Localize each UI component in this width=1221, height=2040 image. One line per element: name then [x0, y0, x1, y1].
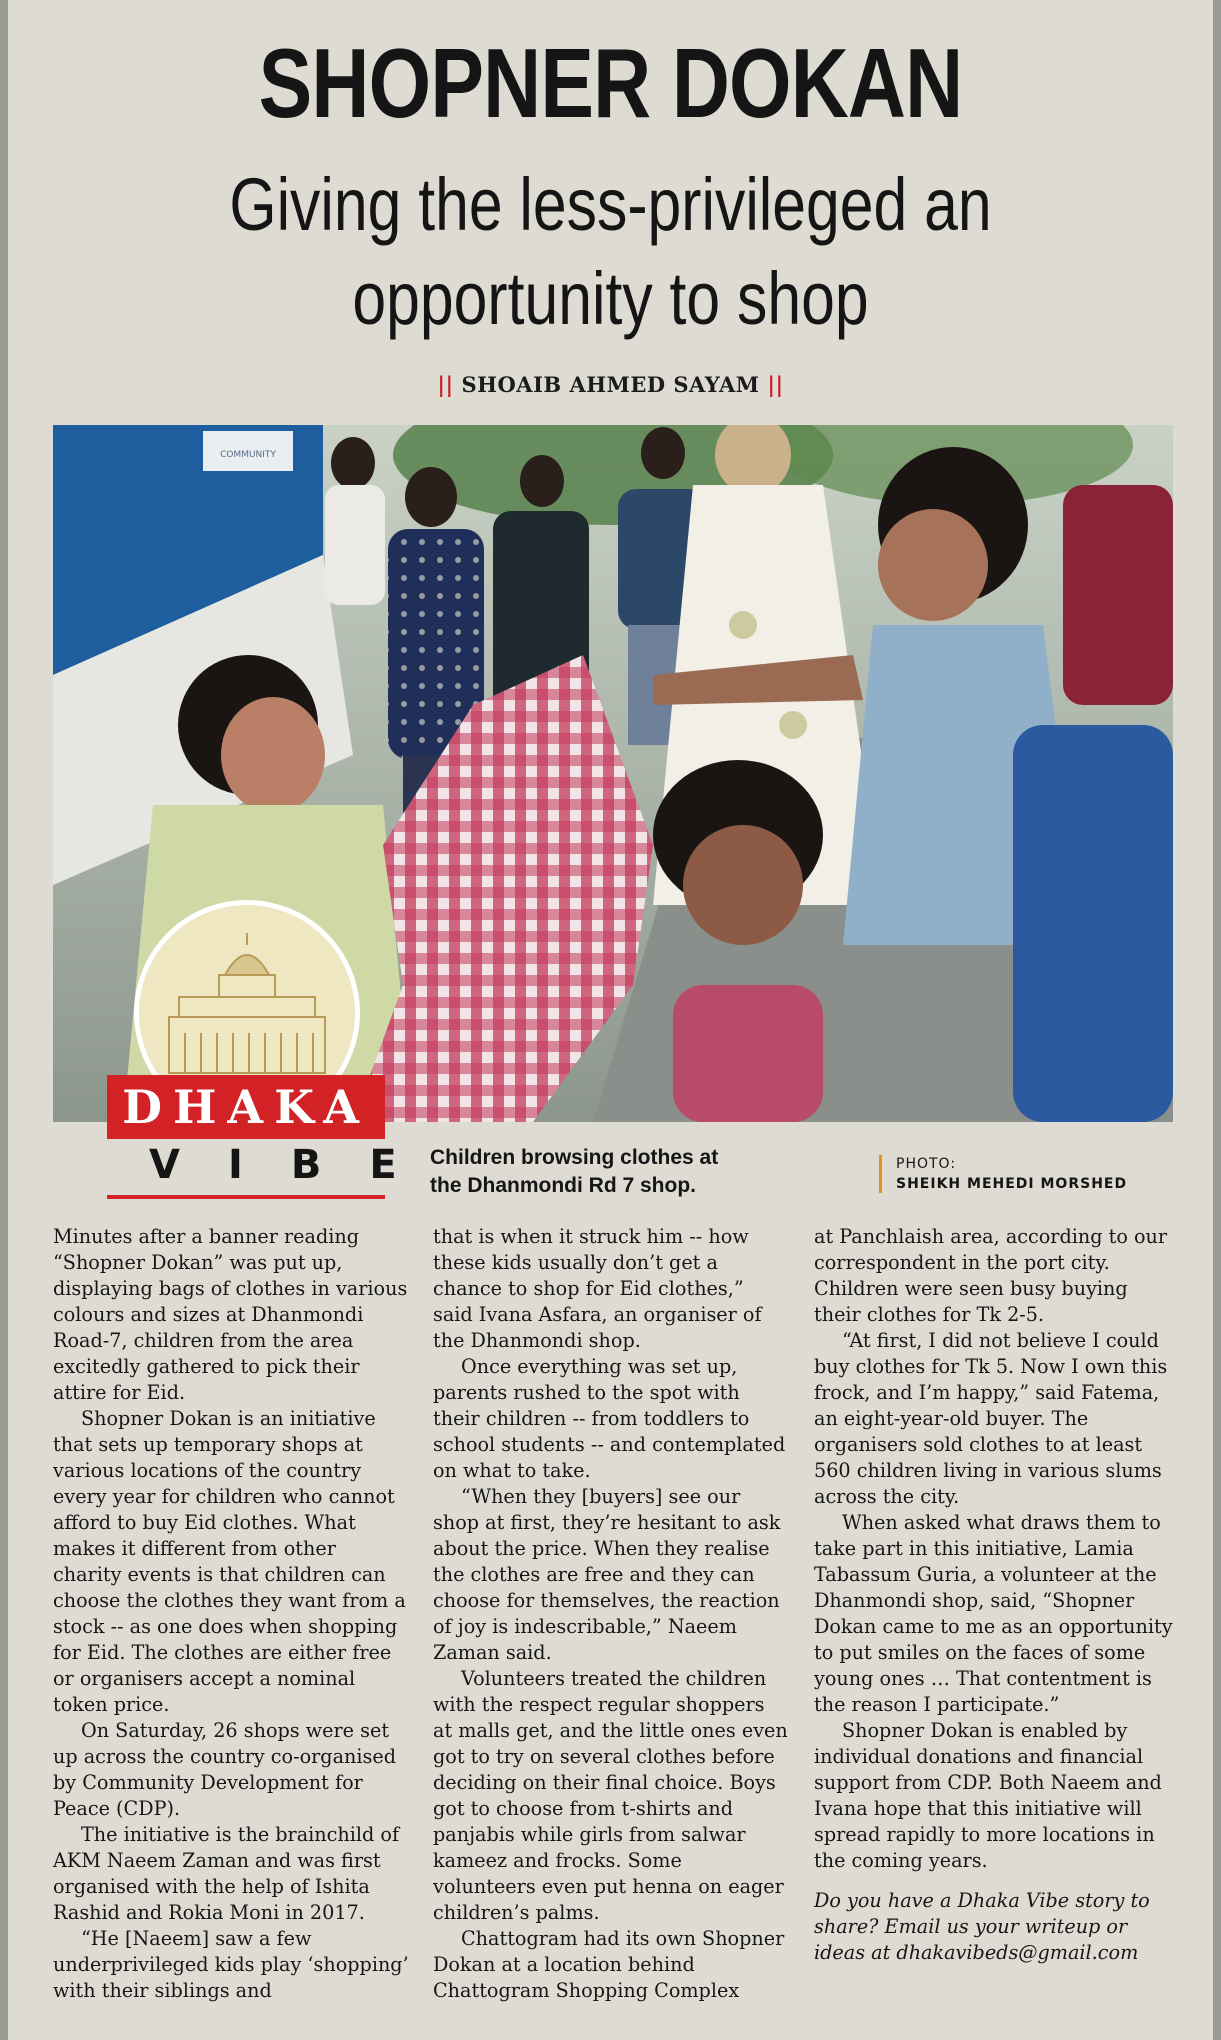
- banner-text: COMMUNITY: [220, 450, 276, 460]
- credit-divider: [879, 1155, 882, 1193]
- paragraph: Shopner Dokan is an initiative that sets up temporary shops at various locations of the country every year for children who cannot afford to buy Eid clothes. What makes it different from other charity events is that children can choose the clothes they want from a stock -- as one does when shopping for Eid. The clothes are either free or organisers accept a nominal token price.: [53, 1407, 406, 1716]
- article-column-2: [433, 1224, 789, 2004]
- subheadline-line-1: Giving the less-privileged an: [229, 163, 992, 246]
- paragraph: Chattogram had its own Shopner Dokan at a location behind Chattogram Shopping Complex: [433, 1927, 785, 2002]
- subheadline: [116, 158, 1104, 346]
- dhaka-vibe-logo: [101, 900, 445, 1206]
- paragraph: “He [Naeem] saw a few underprivileged kids play ‘shopping’ with their siblings and: [53, 1927, 409, 2002]
- photo-credit: [896, 1154, 1196, 1194]
- paragraph: When asked what draws them to take part in this initiative, Lamia Tabassum Guria, a volunteer at the Dhanmondi shop, said, “Shopner Dokan came to me as an opportunity to put smiles on the faces of some young ones … That contentment is the reason I participate.”: [814, 1511, 1173, 1716]
- paragraph: Shopner Dokan is enabled by individual donations and financial support from CDP. Both Naeem and Ivana hope that this initiative will spread rapidly to more locations in the coming years.: [814, 1719, 1162, 1872]
- caption-line-2: the Dhanmondi Rd 7 shop.: [430, 1174, 696, 1197]
- story-invitation: Do you have a Dhaka Vibe story to share? Email us your writeup or ideas at dhakavibeds@gmail.com: [814, 1889, 1150, 1964]
- logo-rule: [107, 1195, 385, 1199]
- byline: [8, 372, 1213, 397]
- paragraph: Once everything was set up, parents rushed to the spot with their children -- from toddlers to school students -- and contemplated on what to take.: [433, 1355, 786, 1482]
- article-column-3: [814, 1224, 1174, 1966]
- paragraph: “At first, I did not believe I could buy clothes for Tk 5. Now I own this frock, and I’m happy,” said Fatema, an eight-year-old buyer. The organisers sold clothes to at least 560 children living in various slums across the city.: [814, 1329, 1168, 1508]
- photo-credit-label: PHOTO:: [896, 1156, 957, 1172]
- byline-bar-right: ||: [767, 372, 784, 397]
- paragraph: Volunteers treated the children with the respect regular shoppers at malls get, and the little ones even got to try on several clothes before deciding on their final choice. Boys got to choose from t-shirts and panjabis while girls from salwar kameez and frocks. Some volunteers even put henna on eager children’s palms.: [433, 1667, 788, 1924]
- headline: SHOPNER DOKAN: [258, 28, 963, 138]
- paragraph: Minutes after a banner reading “Shopner Dokan” was put up, displaying bags of clothes in various colours and sizes at Dhanmondi Road-7, children from the area excitedly gathered to pick their attire for Eid.: [53, 1225, 408, 1404]
- paragraph: that is when it struck him -- how these kids usually don’t get a chance to shop for Eid clothes,” said Ivana Asfara, an organiser of the Dhanmondi shop.: [433, 1225, 762, 1352]
- paragraph: “When they [buyers] see our shop at first, they’re hesitant to ask about the price. When they realise the clothes are free and they can choose for themselves, the reaction of joy is indescribable,” Naeem Zaman said.: [433, 1485, 781, 1664]
- logo-word-vibe: VIBE: [149, 1142, 445, 1188]
- caption-line-1: Children browsing clothes at: [430, 1146, 719, 1169]
- byline-bar-left: ||: [437, 372, 454, 397]
- photo-credit-name: SHEIKH MEHEDI MORSHED: [896, 1176, 1128, 1192]
- byline-author: SHOAIB AHMED SAYAM: [461, 372, 760, 397]
- logo-word-dhaka: DHAKA: [107, 1075, 385, 1139]
- subheadline-line-2: opportunity to shop: [352, 257, 869, 340]
- paragraph: On Saturday, 26 shops were set up across the country co-organised by Community Development for Peace (CDP).: [53, 1719, 397, 1820]
- paragraph: The initiative is the brainchild of AKM Naeem Zaman and was first organised with the help of Ishita Rashid and Rokia Moni in 2017.: [53, 1823, 400, 1924]
- article-column-1: [53, 1224, 409, 2004]
- paragraph: at Panchlaish area, according to our correspondent in the port city. Children were seen busy buying their clothes for Tk 2-5.: [814, 1225, 1168, 1326]
- photo-caption: [430, 1144, 790, 1200]
- newspaper-page: [8, 0, 1213, 2040]
